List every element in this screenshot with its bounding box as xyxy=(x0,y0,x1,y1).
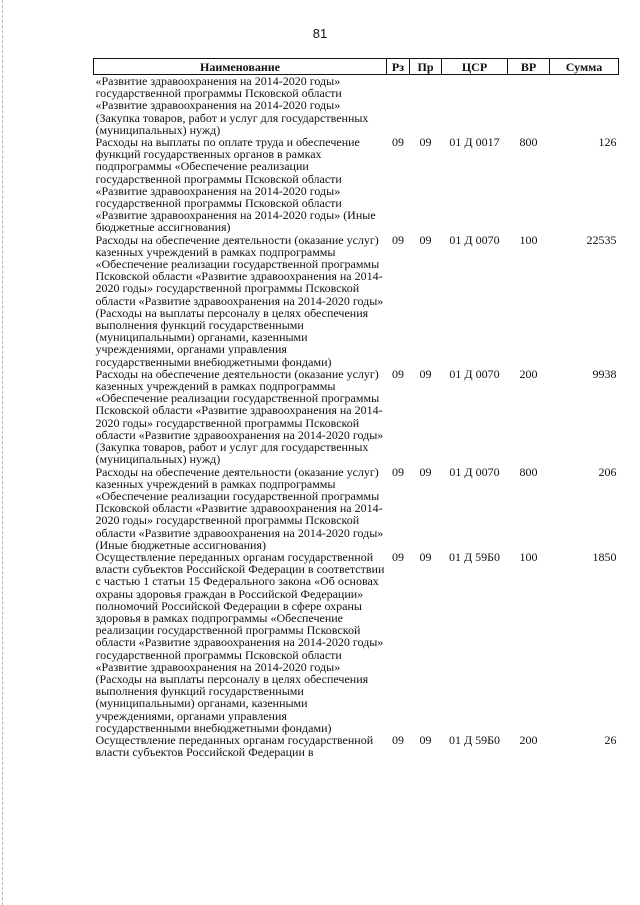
row-rz: 09 xyxy=(392,135,404,150)
row-name: Расходы на обеспечение деятельности (оказание услуг) казенных учреждений в рамках подпрограммы «Обеспечение реализации государственной программы Псковской области «Развитие здравоохранения на 2014-2020 годы» государственной программы Псковской области «Развитие здравоохранения на 2014-2020 годы» (Иные бюджетные ассигнования) xyxy=(95,464,384,552)
row-pr: 09 xyxy=(419,732,432,747)
row-csr: 01 Д 0070 xyxy=(449,464,500,479)
table-row xyxy=(94,466,619,551)
row-rz: 09 xyxy=(392,732,404,747)
row-sum: 26 xyxy=(604,732,617,747)
page-number: 81 xyxy=(312,26,328,41)
header-name: Наименование xyxy=(94,59,387,75)
table-row xyxy=(94,136,619,234)
row-csr: 01 Д 0017 xyxy=(449,135,500,150)
table-row xyxy=(94,368,619,466)
row-sum: 126 xyxy=(598,135,617,150)
row-sum: 22535 xyxy=(586,232,617,247)
row-pr: 09 xyxy=(419,135,432,150)
row-pr: 09 xyxy=(419,549,432,564)
row-pr: 09 xyxy=(419,232,432,247)
row-vr: 800 xyxy=(519,464,538,479)
table-row xyxy=(94,75,619,137)
row-csr: 01 Д 59Б0 xyxy=(448,549,501,564)
budget-table xyxy=(93,58,619,758)
row-pr: 09 xyxy=(419,366,432,381)
row-pr xyxy=(410,75,442,137)
row-sum: 1850 xyxy=(592,549,617,564)
table-header-row xyxy=(94,59,619,75)
row-rz: 09 xyxy=(392,464,404,479)
row-name: Расходы на обеспечение деятельности (оказание услуг) казенных учреждений в рамках подпрограммы «Обеспечение реализации государственной программы Псковской области «Развитие здравоохранения на 2014-2020 годы» государственной программы Псковской области «Развитие здравоохранения на 2014-2020 годы» (Расходы на выплаты персоналу в целях обеспечения выполнения функций государственными (муниципальными) органами, казенными учреждениями, органами управления государственными внебюджетными фондами) xyxy=(95,232,384,369)
row-vr: 100 xyxy=(519,549,538,564)
row-rz: 09 xyxy=(392,366,404,381)
header-rz: Рз xyxy=(387,59,410,75)
row-csr xyxy=(442,75,508,137)
row-name: Осуществление переданных органам государственной власти субъектов Российской Федерации в соответствии с частью 1 статьи 15 Федерального закона «Об основах охраны здоровья граждан в Российской Федерации» полномочий Российской Федерации в сфере охраны здоровья в рамках подпрограммы «Обеспечение реализации государственной программы Псковской области «Развитие здравоохранения на 2014-2020 годы» государственной программы Псковской области «Развитие здравоохранения на 2014-2020 годы» (Расходы на выплаты персоналу в целях обеспечения выполнения функций государственными (муниципальными) органами, казенными учреждениями, органами управления государственными внебюджетными фондами) xyxy=(95,549,385,735)
row-vr xyxy=(508,75,550,137)
row-sum: 9938 xyxy=(592,366,617,381)
row-pr: 09 xyxy=(419,464,432,479)
row-name: Расходы на обеспечение деятельности (оказание услуг) казенных учреждений в рамках подпрограммы «Обеспечение реализации государственной программы Псковской области «Развитие здравоохранения на 2014-2020 годы» государственной программы Псковской области «Развитие здравоохранения на 2014-2020 годы» (Закупка товаров, работ и услуг для государственных (муниципальных) нужд) xyxy=(95,366,384,467)
header-sum: Сумма xyxy=(550,59,619,75)
row-vr: 800 xyxy=(519,135,538,150)
row-rz: 09 xyxy=(392,232,404,247)
row-name: Расходы на выплаты по оплате труда и обеспечение функций государственных органов в рамках подпрограммы «Обеспечение реализации государственной программы Псковской области «Развитие здравоохранения на 2014-2020 годы» государственной программы Псковской области «Развитие здравоохранения на 2014-2020 годы» (Иные бюджетные ассигнования) xyxy=(95,135,376,235)
row-csr: 01 Д 0070 xyxy=(449,366,500,381)
row-csr: 01 Д 59Б0 xyxy=(448,732,501,747)
scan-edge-line xyxy=(2,0,3,905)
row-name: «Развитие здравоохранения на 2014-2020 годы» государственной программы Псковской области «Развитие здравоохранения на 2014-2020 годы» (Закупка товаров, работ и услуг для государственных (муниципальных) нужд) xyxy=(95,74,369,137)
row-sum: 206 xyxy=(598,464,617,479)
header-vr: ВР xyxy=(508,59,550,75)
row-rz xyxy=(387,75,410,137)
row-vr: 200 xyxy=(519,366,538,381)
table-row xyxy=(94,234,619,368)
header-pr: Пр xyxy=(410,59,442,75)
row-csr: 01 Д 0070 xyxy=(449,232,500,247)
row-name: Осуществление переданных органам государственной власти субъектов Российской Федерации в xyxy=(95,732,374,760)
row-vr: 100 xyxy=(519,232,538,247)
row-sum xyxy=(550,75,619,137)
table-row xyxy=(94,734,619,758)
row-vr: 200 xyxy=(519,732,538,747)
row-rz: 09 xyxy=(392,549,404,564)
table-row xyxy=(94,551,619,734)
header-csr: ЦСР xyxy=(442,59,508,75)
